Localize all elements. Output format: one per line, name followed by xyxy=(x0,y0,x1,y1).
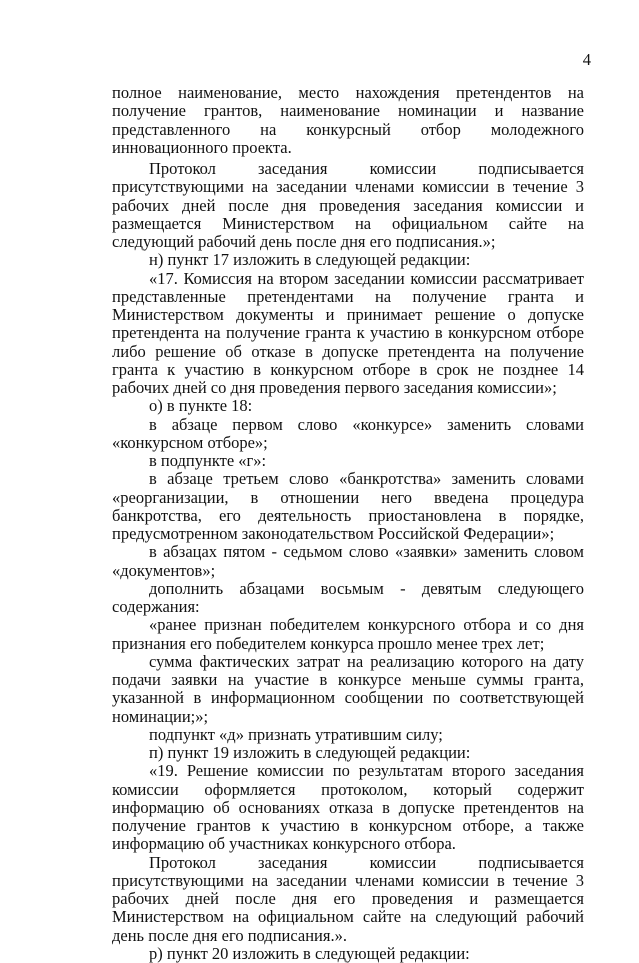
paragraph: в абзаце третьем слово «банкротства» заменить словами «реорганизации, в отношении него введена процедура банкротства, его деятельность приостановлена в порядке, предусмотренном законодательством Российской Федерации»; xyxy=(112,469,584,543)
paragraph: Протокол заседания комиссии подписывается присутствующими на заседании членами комиссии в течение 3 рабочих дней после дня проведения заседания комиссии и размещается Министерством на официальном сайте на следующий рабочий день после дня его подписания.»; xyxy=(112,159,584,251)
paragraph: «19. Решение комиссии по результатам второго заседания комиссии оформляется протоколом, который содержит информацию об основаниях отказа в допуске претендентов на получение грантов к участию в конкурсном отборе, а также информацию об участниках конкурсного отбора. xyxy=(112,761,584,854)
paragraph: подпункт «д» признать утратившим силу; xyxy=(149,724,443,744)
paragraph: п) пункт 19 изложить в следующей редакции: xyxy=(149,743,471,762)
paragraph: н) пункт 17 изложить в следующей редакции: xyxy=(149,250,471,270)
paragraph: «17. Комиссия на втором заседании комиссии рассматривает представленные претендентами на получение гранта и Министерством документы и принимает решение о допуске претендента на получение гранта к участию в конкурсном отборе либо решение об отказе в допуске претендента на получение гранта к участию в конкурсном отборе в срок не позднее 14 рабочих дней со дня проведения первого заседания комиссии»; xyxy=(112,268,584,397)
paragraph: дополнить абзацами восьмым - девятым следующего содержания: xyxy=(112,578,584,616)
paragraph: в подпункте «г»: xyxy=(149,451,267,470)
paragraph: о) в пункте 18: xyxy=(149,396,253,416)
paragraph: р) пункт 20 изложить в следующей редакции: xyxy=(149,943,470,963)
paragraph: «ранее признан победителем конкурсного отбора и со дня признания его победителем конкурса прошло менее трех лет; xyxy=(112,615,584,653)
page-number: 4 xyxy=(582,50,591,69)
document-body xyxy=(112,84,584,963)
paragraph: в абзацах пятом - седьмом слово «заявки» заменить словом «документов»; xyxy=(112,542,584,580)
paragraph: Протокол заседания комиссии подписывается присутствующими на заседании членами комиссии в течение 3 рабочих дней после дня его проведения и размещается Министерством на официальном сайте на следующий рабочий день после дня его подписания.». xyxy=(112,852,584,945)
paragraph: полное наименование, место нахождения претендентов на получение грантов, наименование номинации и название представленного на конкурсный отбор молодежного инновационного проекта. xyxy=(112,83,584,157)
paragraph: в абзаце первом слово «конкурсе» заменить словами «конкурсном отборе»; xyxy=(112,414,584,452)
paragraph: сумма фактических затрат на реализацию которого на дату подачи заявки на участие в конкурсе меньше суммы гранта, указанной в информационном сообщении по соответствующей номинации;»; xyxy=(112,651,584,726)
